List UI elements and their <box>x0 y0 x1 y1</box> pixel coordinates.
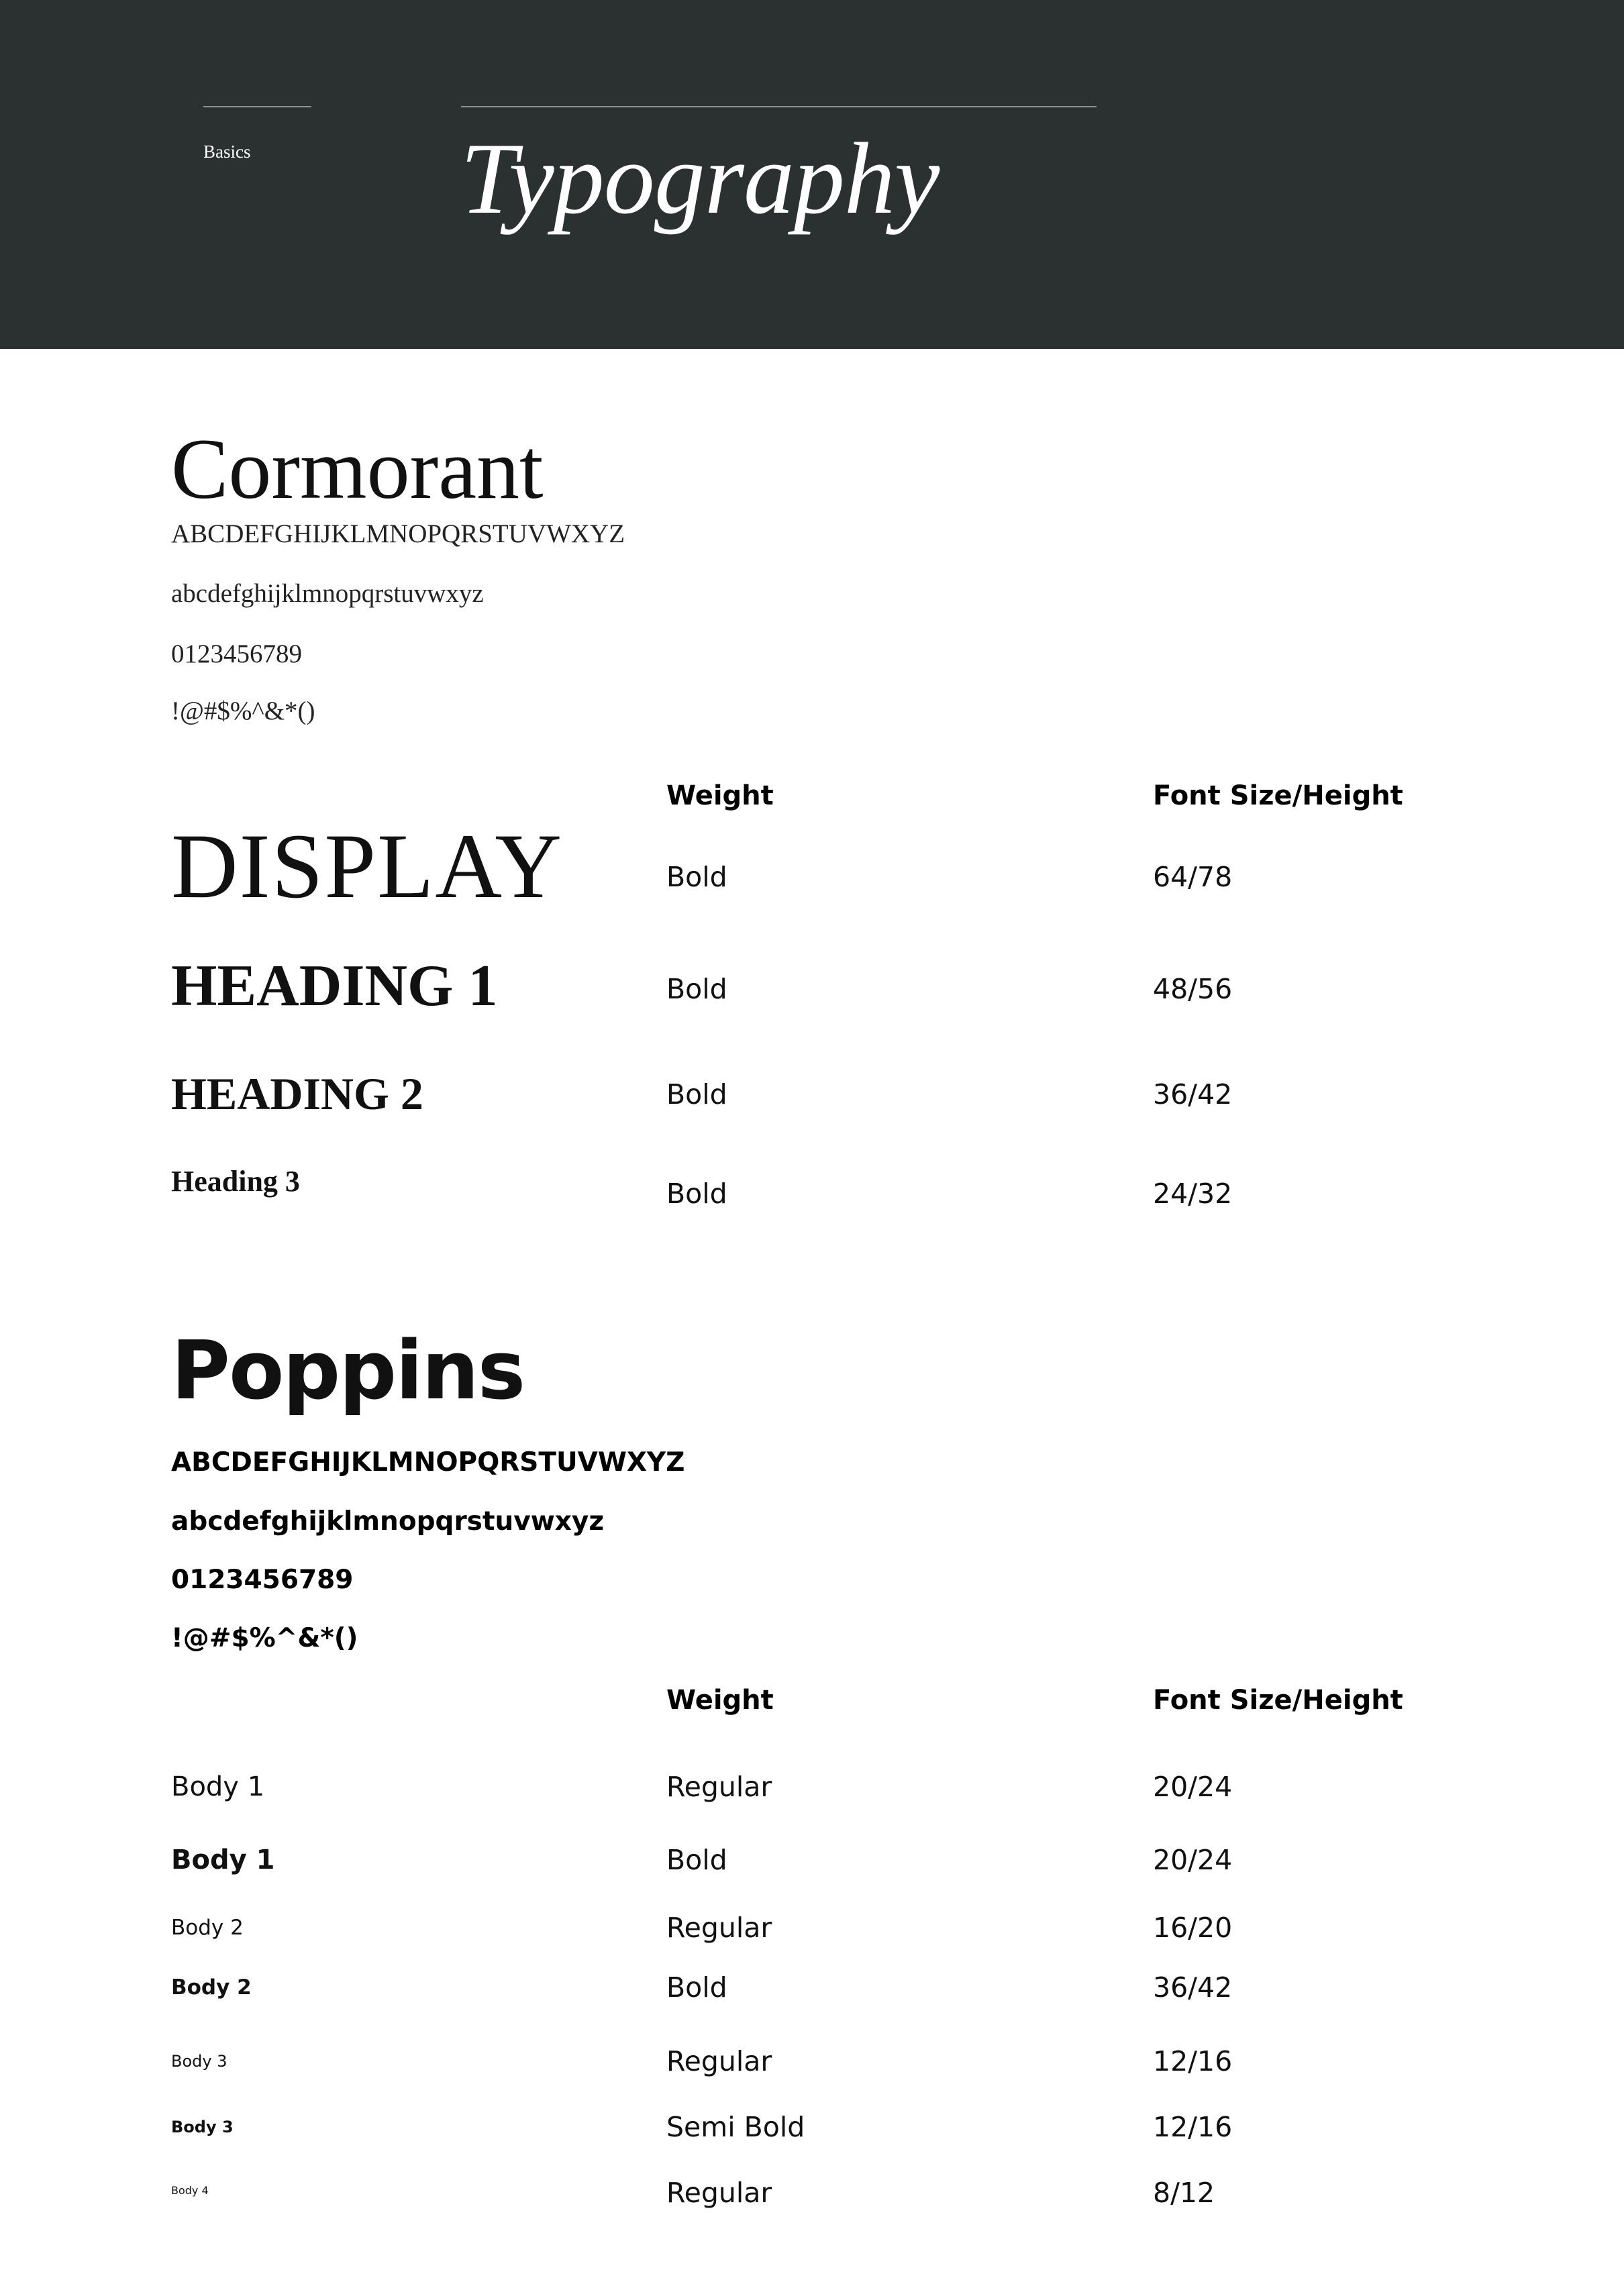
heading1-weight: Bold <box>666 973 727 1005</box>
body1-regular-sample: Body 1 <box>171 1771 265 1802</box>
heading1-size: 48/56 <box>1153 973 1233 1005</box>
poppins-lowercase: abcdefghijklmnopqrstuvwxyz <box>171 1506 605 1537</box>
header-divider-right <box>461 106 1097 107</box>
page-title: Typography <box>460 122 940 235</box>
body1-bold-weight: Bold <box>666 1844 727 1876</box>
heading3-weight: Bold <box>666 1178 727 1210</box>
body3-regular-size: 12/16 <box>1153 2045 1233 2077</box>
heading3-size: 24/32 <box>1153 1178 1233 1210</box>
display-sample: DISPLAY <box>171 815 564 917</box>
poppins-font-name: Poppins <box>171 1325 525 1418</box>
poppins-uppercase: ABCDEFGHIJKLMNOPQRSTUVWXYZ <box>171 1447 685 1478</box>
body1-regular-size: 20/24 <box>1153 1771 1233 1803</box>
cormorant-lowercase: abcdefghijklmnopqrstuvwxyz <box>171 579 484 608</box>
section-label: Basics <box>203 142 251 162</box>
body2-regular-sample: Body 2 <box>171 1916 244 1940</box>
body4-regular-size: 8/12 <box>1153 2177 1215 2209</box>
body3-semibold-weight: Semi Bold <box>666 2111 805 2143</box>
poppins-weight-header: Weight <box>666 1685 774 1716</box>
header-divider-left <box>203 106 311 107</box>
body1-bold-sample: Body 1 <box>171 1845 275 1875</box>
heading2-weight: Bold <box>666 1078 727 1110</box>
body3-semibold-size: 12/16 <box>1153 2111 1233 2143</box>
poppins-digits: 0123456789 <box>171 1565 354 1595</box>
body4-regular-sample: Body 4 <box>171 2184 209 2197</box>
body4-regular-weight: Regular <box>666 2177 772 2209</box>
heading1-sample: HEADING 1 <box>171 953 498 1019</box>
heading2-sample: HEADING 2 <box>171 1068 423 1119</box>
body3-regular-sample: Body 3 <box>171 2052 227 2071</box>
cormorant-uppercase: ABCDEFGHIJKLMNOPQRSTUVWXYZ <box>171 519 625 548</box>
body2-bold-sample: Body 2 <box>171 1975 252 2000</box>
cormorant-font-name: Cormorant <box>171 421 544 517</box>
body1-regular-weight: Regular <box>666 1771 772 1803</box>
cormorant-digits: 0123456789 <box>171 639 302 668</box>
cormorant-symbols: !@#$%^&*() <box>171 696 315 725</box>
header-band <box>0 0 1624 349</box>
body2-bold-weight: Bold <box>666 1971 727 2004</box>
cormorant-size-header: Font Size/Height <box>1153 780 1403 811</box>
body2-regular-size: 16/20 <box>1153 1912 1233 1944</box>
poppins-size-header: Font Size/Height <box>1153 1685 1403 1716</box>
body2-regular-weight: Regular <box>666 1912 772 1944</box>
heading2-size: 36/42 <box>1153 1078 1233 1110</box>
body1-bold-size: 20/24 <box>1153 1844 1233 1876</box>
display-weight: Bold <box>666 861 727 893</box>
display-size: 64/78 <box>1153 861 1233 893</box>
body3-regular-weight: Regular <box>666 2045 772 2077</box>
body3-semibold-sample: Body 3 <box>171 2118 234 2136</box>
body2-bold-size: 36/42 <box>1153 1971 1233 2004</box>
cormorant-weight-header: Weight <box>666 780 774 811</box>
heading3-sample: Heading 3 <box>171 1165 300 1198</box>
poppins-symbols: !@#$%^&*() <box>171 1623 358 1653</box>
